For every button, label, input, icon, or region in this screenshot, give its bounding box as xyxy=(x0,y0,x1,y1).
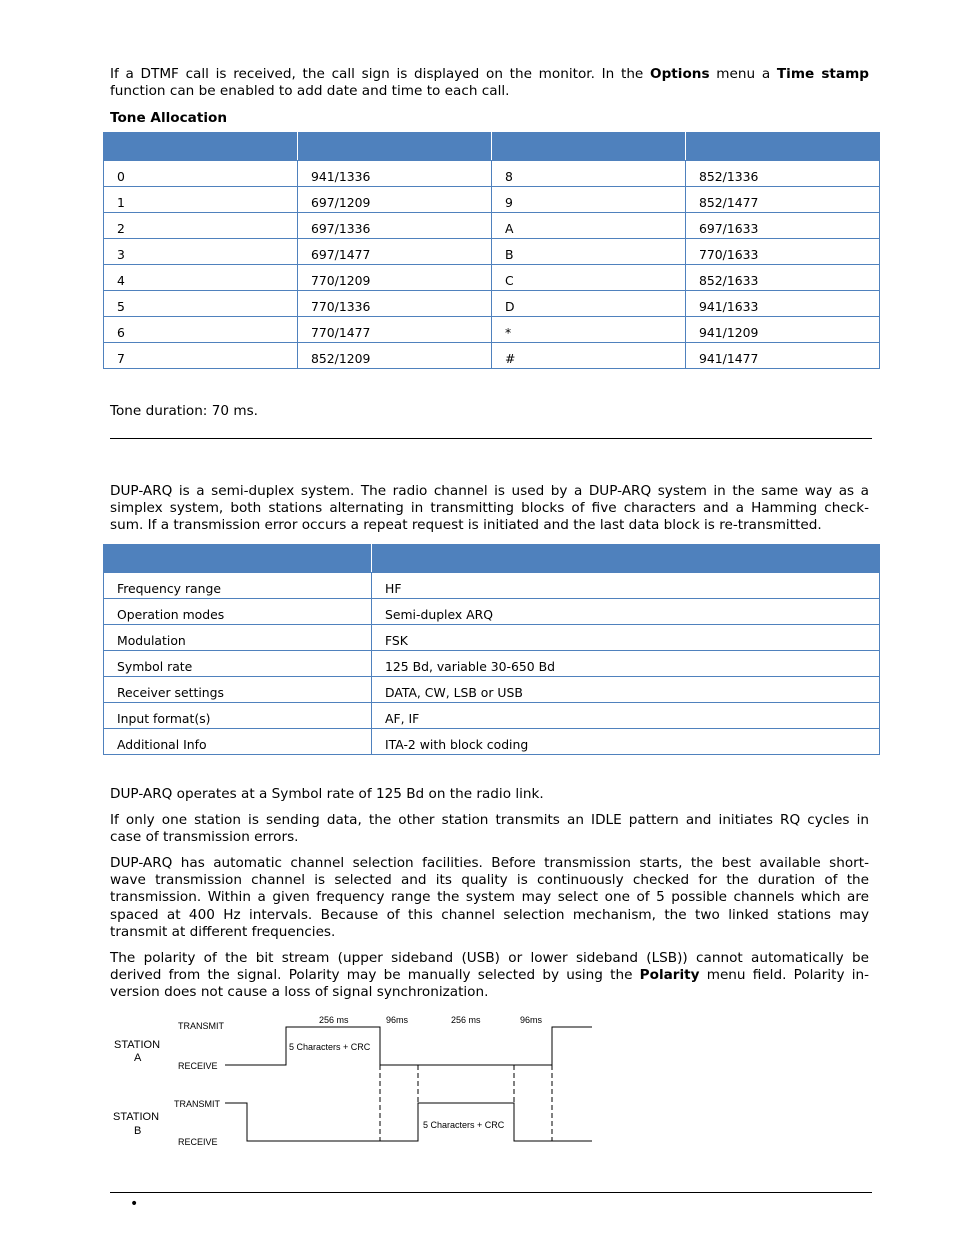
polarity-menu-ref: Polarity xyxy=(639,967,700,984)
spec-table-row xyxy=(104,573,880,599)
spec-table-row xyxy=(104,599,880,625)
table-cell: Operation modes xyxy=(104,599,372,625)
table-cell: 3 xyxy=(104,239,298,265)
table-cell: Frequency range xyxy=(104,573,372,599)
table-cell: A xyxy=(492,213,686,239)
tone-allocation-heading: Tone Allocation xyxy=(110,110,228,126)
channel-selection-paragraph: DUP-ARQ has automatic channel selection facilities. Before transmission starts, the best available short- wave transmission channel is selected and its quality is continuously checked for the duration of the transmission. Within a given frequency range the system may select one of 5 possible channels which are spaced at 400 Hz intervals. Because of this channel selection mechanism, the two linked stations may transmit at different frequencies. xyxy=(110,855,869,940)
table-cell: Receiver settings xyxy=(104,677,372,703)
table-cell: 7 xyxy=(104,343,298,369)
table-cell: 770/1209 xyxy=(298,265,492,291)
table-cell: Modulation xyxy=(104,625,372,651)
table-cell: 770/1477 xyxy=(298,317,492,343)
tone-table-header xyxy=(104,133,880,161)
table-cell: C xyxy=(492,265,686,291)
table-cell: 852/1633 xyxy=(686,265,880,291)
dup-arq-spec-table xyxy=(103,544,880,755)
intro-paragraph xyxy=(110,66,869,100)
duration-1: 256 ms xyxy=(319,1015,349,1025)
tone-table-row xyxy=(104,213,880,239)
spec-table-body xyxy=(104,573,880,755)
tone-table-row xyxy=(104,343,880,369)
dup-arq-timing-diagram xyxy=(108,1010,598,1150)
duration-4: 96ms xyxy=(520,1015,543,1025)
spec-table-row xyxy=(104,625,880,651)
transmit-b-label: TRANSMIT xyxy=(174,1099,220,1109)
table-cell: AF, IF xyxy=(372,703,880,729)
polarity-paragraph: The polarity of the bit stream (upper sideband (USB) or lower sideband (LSB)) cannot automatically be derived from the signal. Polarity may be manually selected by using the Polarity menu field. Polarity in- version does not cause a loss of signal synchronization. xyxy=(110,950,869,1001)
time-stamp-ref: Time stamp xyxy=(776,66,869,82)
table-cell: 697/1477 xyxy=(298,239,492,265)
spec-table-row xyxy=(104,651,880,677)
table-cell: 8 xyxy=(492,161,686,187)
station-b-label-1: STATION xyxy=(113,1111,160,1123)
footer-rule xyxy=(110,1192,872,1193)
dup-arq-intro: DUP-ARQ is a semi-duplex system. The radio channel is used by a DUP-ARQ system in the same way as a simplex system, both stations alternating in transmitting blocks of five characters and a Hamming check- sum. If a transmission error occurs a repeat request is initiated and the last data block is re-transmitted. xyxy=(110,483,869,534)
table-cell: 697/1336 xyxy=(298,213,492,239)
footer-bullet: • xyxy=(130,1196,139,1212)
duration-3: 256 ms xyxy=(451,1015,481,1025)
spec-table-row xyxy=(104,729,880,755)
table-cell: DATA, CW, LSB or USB xyxy=(372,677,880,703)
tone-table-row xyxy=(104,317,880,343)
table-cell: 941/1209 xyxy=(686,317,880,343)
duration-2: 96ms xyxy=(386,1015,409,1025)
table-cell: ITA-2 with block coding xyxy=(372,729,880,755)
tone-table-row xyxy=(104,265,880,291)
table-cell: Input format(s) xyxy=(104,703,372,729)
table-cell: # xyxy=(492,343,686,369)
options-menu-ref: Options xyxy=(650,66,710,82)
intro-line-2: function can be enabled to add date and time to each call. xyxy=(110,83,510,100)
table-cell: * xyxy=(492,317,686,343)
tone-table-row xyxy=(104,187,880,213)
table-cell: Symbol rate xyxy=(104,651,372,677)
table-cell: 941/1336 xyxy=(298,161,492,187)
tone-allocation-table xyxy=(103,132,880,369)
table-cell: FSK xyxy=(372,625,880,651)
table-cell: 0 xyxy=(104,161,298,187)
table-cell: 941/1633 xyxy=(686,291,880,317)
station-b-label-2: B xyxy=(134,1125,142,1137)
idle-paragraph: If only one station is sending data, the other station transmits an IDLE pattern and initiates RQ cycles in case of transmission errors. xyxy=(110,812,869,846)
table-cell: D xyxy=(492,291,686,317)
station-a-waveform xyxy=(225,1027,592,1065)
table-cell: 852/1209 xyxy=(298,343,492,369)
table-cell: 4 xyxy=(104,265,298,291)
section-divider xyxy=(110,438,872,439)
table-cell: 1 xyxy=(104,187,298,213)
table-cell: 852/1477 xyxy=(686,187,880,213)
symbol-rate-paragraph: DUP-ARQ operates at a Symbol rate of 125 Bd on the radio link. xyxy=(110,786,544,802)
tone-table-row xyxy=(104,239,880,265)
spec-table-row xyxy=(104,677,880,703)
table-cell: 6 xyxy=(104,317,298,343)
receive-a-label: RECEIVE xyxy=(178,1061,218,1071)
station-b-waveform xyxy=(225,1103,592,1141)
table-cell: 9 xyxy=(492,187,686,213)
table-cell: 941/1477 xyxy=(686,343,880,369)
station-a-block-label: 5 Characters + CRC xyxy=(289,1042,371,1052)
tone-table-row xyxy=(104,161,880,187)
spec-table-header xyxy=(104,545,880,573)
tone-duration: Tone duration: 70 ms. xyxy=(110,403,258,419)
table-cell: B xyxy=(492,239,686,265)
receive-b-label: RECEIVE xyxy=(178,1137,218,1147)
table-cell: 852/1336 xyxy=(686,161,880,187)
table-cell: 2 xyxy=(104,213,298,239)
station-b-block-label: 5 Characters + CRC xyxy=(423,1120,505,1130)
table-cell: Semi-duplex ARQ xyxy=(372,599,880,625)
transmit-a-label: TRANSMIT xyxy=(178,1021,224,1031)
table-cell: 5 xyxy=(104,291,298,317)
table-cell: HF xyxy=(372,573,880,599)
intro-line-1: If a DTMF call is received, the call sign is displayed on the monitor. In the Options menu a Time stamp xyxy=(110,66,869,82)
table-cell: 770/1633 xyxy=(686,239,880,265)
tone-table-row xyxy=(104,291,880,317)
tone-table-body xyxy=(104,161,880,369)
table-cell: 697/1633 xyxy=(686,213,880,239)
table-cell: 770/1336 xyxy=(298,291,492,317)
table-cell: Additional Info xyxy=(104,729,372,755)
station-a-label-2: A xyxy=(134,1052,142,1064)
table-cell: 697/1209 xyxy=(298,187,492,213)
table-cell: 125 Bd, variable 30-650 Bd xyxy=(372,651,880,677)
station-a-label-1: STATION xyxy=(114,1039,161,1051)
spec-table-row xyxy=(104,703,880,729)
